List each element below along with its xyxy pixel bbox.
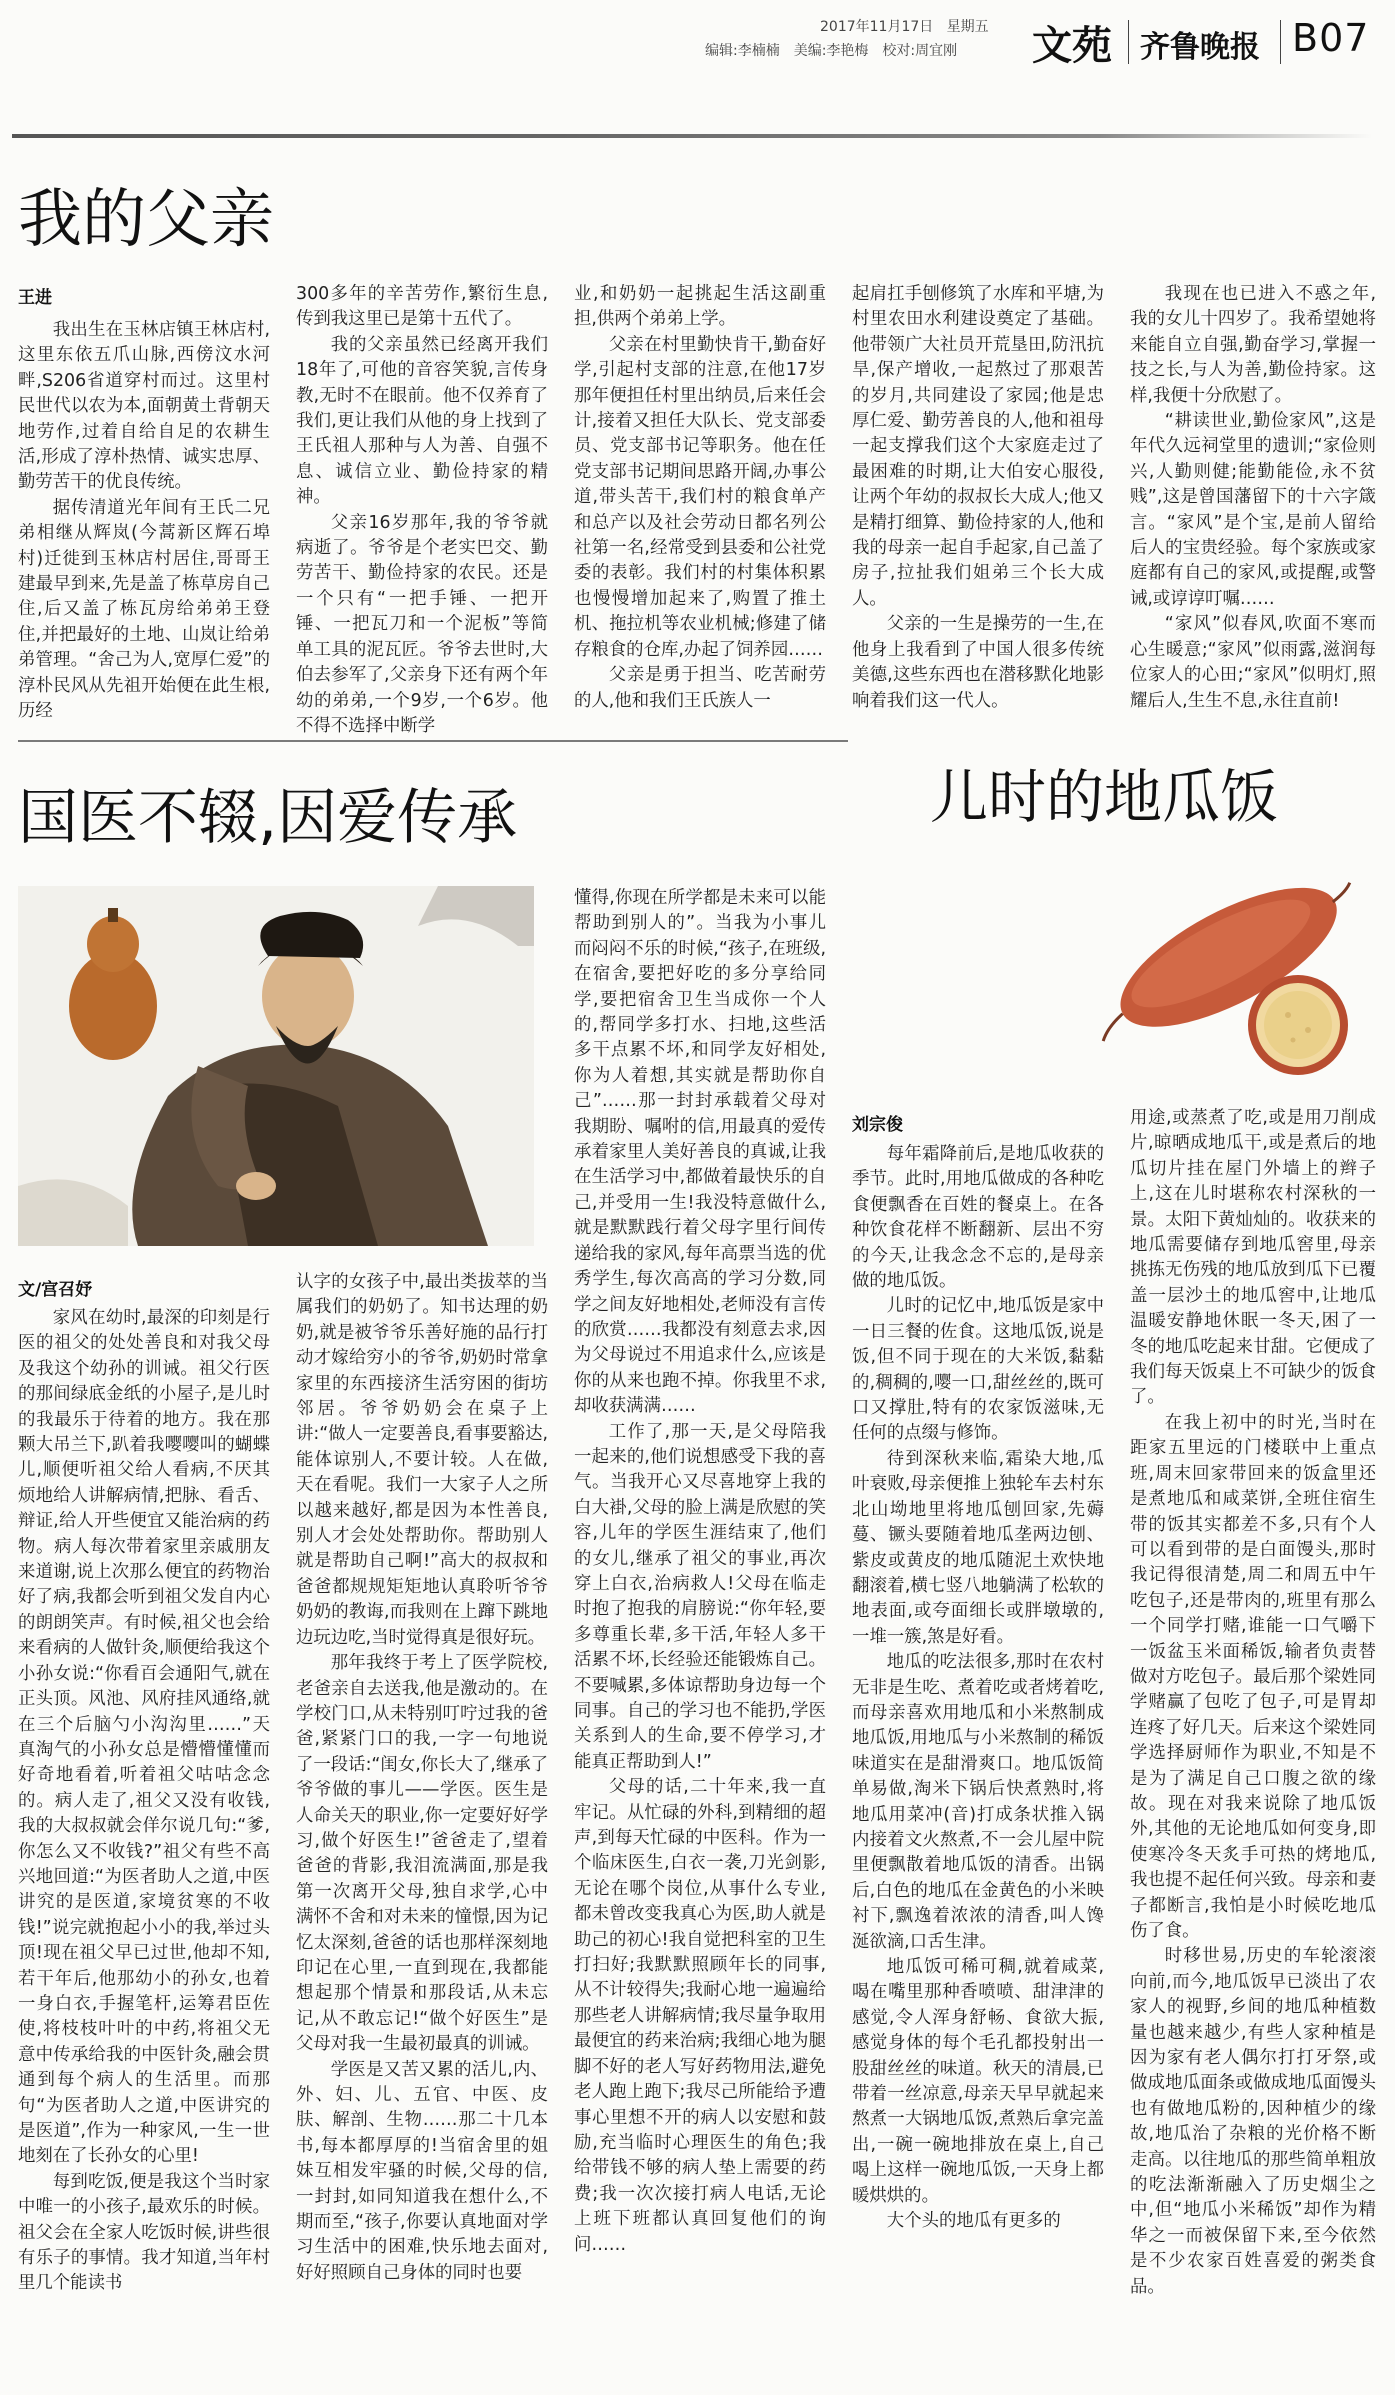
article2-col3	[574, 886, 826, 2381]
paragraph: “耕读世业,勤俭家风”,这是年代久远祠堂里的遗训;“家俭则兴,人勤则健;能勤能俭,永不贫贱”,这是曾国藩留下的十六字箴言。“家风”是个宝,是前人留给后人的宝贵经验。每个家族或家庭都有自己的家风,或提醒,或警诫,或谆谆叮嘱……	[1130, 411, 1376, 609]
paragraph: 工作了,那一天,是父母陪我一起来的,他们说想感受下我的喜气。当我开心又尽喜地穿上我的白大褂,父母的脸上满是欣慰的笑容,儿年的学医生涯结束了,他们的女儿,继承了祖父的事业,再次穿上白衣,治病救人!父母在临走时抱了抱我的肩膀说:“你年轻,要多尊重长辈,多干活,年轻人多干活累不坏,长经验还能锻炼自己。不要喊累,多体谅帮助身边每一个同事。自己的学习也不能扔,学医关系到人的生命,要不停学习,才能真正帮助到人!”	[574, 1421, 826, 1772]
paragraph: 父母的话,二十年来,我一直牢记。从忙碌的外科,到精细的超声,到每天忙碌的中医科。作为一个临床医生,白衣一袭,刀光剑影,无论在哪个岗位,从事什么专业,都未曾改变我真心为医,助人就是助己的初心!我自觉把科室的卫生打扫好;我默默照顾年长的同事,从不计较得失;我耐心地一遍遍给那些老人讲解病情;我尽量争取用最便宜的药来治病;我细心地为腿脚不好的老人写好药物用法,避免老人跑上跑下;我尽己所能给予遭事心里想不开的病人以安慰和鼓励,充当临时心理医生的角色;我给带钱不够的病人垫上需要的药费;我一次次接打病人电话,无论上班下班都认真回复他们的询问……	[574, 1777, 826, 2255]
paragraph: 待到深秋来临,霜染大地,瓜叶衰败,母亲便推上独轮车去村东北山坳地里将地瓜刨回家,先薅蔓、镢头要随着地瓜垄两边刨、紫皮或黄皮的地瓜随泥土欢快地翻滚着,横七竖八地躺满了松软的地表面,或夸面细长或胖墩墩的,一堆一簇,煞是好看。	[852, 1448, 1104, 1647]
issue-date	[820, 16, 989, 36]
paragraph: 学医是又苦又累的活儿,内、外、妇、儿、五官、中医、皮肤、解剖、生物……那二十几本书,每本都厚厚的!当宿舍里的姐妹互相发牢骚的时候,父母的信,一封封,如同知道我在想什么,不期而至,“孩子,你要认真地面对学习生活中的困难,快乐地去面对,好好照顾自己身体的同时也要	[296, 2059, 548, 2283]
paragraph: 在我上初中的时光,当时在距家五里远的门楼联中上重点班,周末回家带回来的饭盒里还是煮地瓜和咸菜饼,全班住宿生带的饭其实都差不多,只有个人可以看到带的是白面馒头,那时我记得很清楚,周二和周五中午吃包子,还是带肉的,班里有那么一个同学打赌,谁能一口气嚼下一饭盆玉米面稀饭,输者负责替做对方吃包子。最后那个梁姓同学赌赢了包吃了包子,可是胃却连疼了好几天。后来这个梁姓同学选择厨师作为职业,不知是不是为了满足自己口腹之欲的缘故。现在对我来说除了地瓜饭外,其他的无论地瓜如何变身,即使寒冷冬天炙手可热的烤地瓜,我也提不起任何兴致。母亲和妻子都断言,我怕是小时候吃地瓜伤了食。	[1130, 1412, 1376, 1941]
paragraph: 时移世易,历史的车轮滚滚向前,而今,地瓜饭早已淡出了农家人的视野,乡间的地瓜种植数量也越来越少,有些人家种植是因为家有老人偶尔打打牙祭,或做成地瓜面条或做成地瓜面馒头也有做地瓜粉的,因种植少的缘故,地瓜治了杂粮的光价格不断走高。以往地瓜的那些简单粗放的吃法渐渐融入了历史烟尘之中,但“地瓜小米稀饭”却作为精华之一而被保留下来,至今依然是不少农家百姓喜爱的粥类食品。	[1130, 1946, 1376, 2297]
paragraph: 懂得,你现在所学都是未来可以能帮助到别人的”。当我为小事儿而闷闷不乐的时候,“孩子,在班级,在宿舍,要把好吃的多分享给同学,要把宿舍卫生当成你一个人的,帮同学多打水、扫地,这些活多干点累不坏,和同学友好相处,你为人着想,其实就是帮助你自己”……那一封封承载着父母对我期盼、嘱咐的信,用最真的爱传承着家里人美好善良的真诚,让我在生活学习中,都做着最快乐的自己,并受用一生!我没特意做什么,就是默默践行着父母字里行间传递给我的家风,每年高票当选的优秀学生,每次高高的学习分数,同学之间友好地相处,老师没有言传的欣赏……我都没有刻意去求,因为父母说过不用追求什么,应该是你的从来也跑不掉。你我里不求,却收获满满……	[574, 888, 826, 1417]
header-divider	[1128, 20, 1129, 64]
page-number: B07	[1292, 16, 1370, 60]
paragraph: 业,和奶奶一起挑起生活这副重担,供两个弟弟上学。	[574, 284, 826, 330]
paragraph: 父亲在村里勤快肯干,勤奋好学,引起村支部的注意,在他17岁那年便担任村里出纳员,后来任会计,接着又担任大队长、党支部委员、党支部书记等职务。他在任党支部书记期间思路开阔,办事公道,带头苦干,我们村的粮食单产和总产以及社会劳动日都名列公社第一名,经常受到县委和公社党委的表彰。我们村的村集体积累也慢慢增加起来了,购置了推土机、拖拉机等农业机械;修建了储存粮食的仓库,办起了饲养园……	[574, 334, 826, 660]
article2-col2	[296, 1270, 548, 2380]
editors-line: 编辑:李楠楠 美编:李艳梅 校对:周宜刚	[705, 43, 958, 59]
article1-col1	[18, 318, 270, 722]
paragraph: 我出生在玉林店镇王林店村,这里东依五爪山脉,西傍汶水河畔,S206省道穿村而过。这里村民世代以农为本,面朝黄土背朝天地劳作,过着自给自足的农耕生活,形成了淳朴热情、诚实忠厚、勤劳苦干的优良传统。	[18, 320, 270, 493]
article1-col4	[852, 282, 1104, 722]
article3-col2	[1130, 1106, 1376, 2381]
article3-author: 刘宗俊	[852, 1115, 903, 1135]
paragraph: 起肩扛手刨修筑了水库和平塘,为村里农田水利建设奠定了基础。他带领广大社员开荒垦田,防汛抗旱,保产增收,一起熬过了那艰苦的岁月,共同建设了家园;他是忠厚仁爱、勤劳善良的人,他和祖母一起支撑我们这个大家庭走过了最困难的时期,让大伯安心服役,让两个年幼的叔叔长大成人;他又是精打细算、勤俭持家的人,他和我的母亲一起自手起家,自己盖了房子,拉扯我们姐弟三个长大成人。	[852, 284, 1104, 609]
article1-author: 王进	[18, 288, 52, 308]
sweet-potato-illustration	[1088, 860, 1378, 1090]
article2-title: 国医不辍,因爱传承	[18, 783, 518, 853]
paragraph: 我的父亲虽然已经离开我们18年了,可他的音容笑貌,言传身教,无时不在眼前。他不仅养育了我们,更让我们从他的身上找到了王氏祖人那种与人为善、自强不息、诚信立业、勤俭持家的精神。	[296, 334, 548, 508]
section-name: 文苑	[1032, 23, 1112, 69]
article1-title: 我的父亲	[18, 183, 274, 257]
paragraph: 地瓜饭可稀可稠,就着咸菜,喝在嘴里那种香喷喷、甜津津的感觉,令人浑身舒畅、食欲大振,感觉身体的每个毛孔都投射出一股甜丝丝的味道。秋天的清晨,已带着一丝凉意,母亲天早早就起来熬煮一大锅地瓜饭,煮熟后拿完盖出,一碗一碗地排放在桌上,自己喝上这样一碗地瓜饭,一天身上都暖烘烘的。	[852, 1957, 1104, 2206]
date: 2017年11月17日	[820, 19, 934, 35]
paragraph: 父亲的一生是操劳的一生,在他身上我看到了中国人很多传统美德,这些东西也在潜移默化地影响着我们这一代人。	[852, 614, 1104, 711]
article2-author: 文/宫召妤	[18, 1280, 93, 1300]
paragraph: 大个头的地瓜有更多的	[886, 2211, 1061, 2232]
sweet-potato-icon	[1088, 860, 1378, 1090]
paragraph: 我现在也已进入不惑之年,我的女儿十四岁了。我希望她将来能自立自强,勤奋学习,掌握一技之长,与人为善,勤俭持家。这样,我便十分欣慰了。	[1130, 284, 1376, 406]
paragraph: 父亲16岁那年,我的爷爷就病逝了。爷爷是个老实巴交、勤劳苦干、勤俭持家的农民。还是一个只有“一把手锤、一把开锤、一把瓦刀和一个泥板”等简单工具的泥瓦匠。爷爷去世时,大伯去参军了,父亲身下还有两个年幼的弟弟,一个9岁,一个6岁。他不得不选择中断学	[296, 512, 548, 736]
paragraph: 儿时的记忆中,地瓜饭是家中一日三餐的佐食。这地瓜饭,说是饭,但不同于现在的大米饭,黏黏的,稠稠的,嘤一口,甜丝丝的,既可口又撑肚,特有的农家饭滋味,无任何的点缀与修饰。	[852, 1296, 1104, 1444]
doctor-illustration	[18, 886, 534, 1246]
article1-col5	[1130, 282, 1376, 722]
paragraph: 每到吃饭,便是我这个当时家中唯一的小孩子,最欢乐的时候。祖父会在全家人吃饭时候,讲些很有乐子的事情。我才知道,当年村里几个能读书	[18, 2171, 270, 2294]
section-divider	[18, 740, 848, 742]
article3-col1	[852, 1142, 1104, 2382]
paragraph: 每年霜降前后,是地瓜收获的季节。此时,用地瓜做成的各种吃食便飘香在百姓的餐桌上。在各种饮食花样不断翻新、层出不穷的今天,让我念念不忘的,是母亲做的地瓜饭。	[852, 1144, 1104, 1292]
paragraph: 家风在幼时,最深的印刻是行医的祖父的处处善良和对我父母及我这个幼孙的训诫。祖父行医的那间绿底金纸的小屋子,是儿时的我最乐于待着的地方。我在那颗大吊兰下,趴着我嘤嘤叫的蝴蝶儿,顺便听祖父给人看病,不厌其烦地给人讲解病情,把脉、看舌、辩证,给人开些便宜又能治病的药物。病人每次带着家里亲戚朋友来道谢,说上次那么便宜的药物治好了病,我都会听到祖父发自内心的朗朗笑声。有时候,祖父也会给来看病的人做针灸,顺便给我这个小孙女说:“你看百会通阳气,就在正头顶。风池、风府挂风通络,就在三个后脑勺小沟沟里……”天真淘气的小孙女总是懵懵懂懂而好奇地看着,听着祖父咕咕念念的。病人走了,祖父又没有收钱,我的大叔叔就会佯尔说几句:“爹,你怎么又不收钱?”祖父有些不高兴地回道:“为医者助人之道,中医讲究的是医道,家境贫寒的不收钱!”说完就抱起小小的我,举过头顶!现在祖父早已过世,他却不知,若干年后,他那幼小的孙女,也着一身白衣,手握笔杆,运筹君臣佐使,将枝枝叶叶的中药,将祖父无意中传承给我的中医针灸,融会贯通到每个病人的生活里。而那句“为医者助人之道,中医讲究的是医道”,作为一种家风,一生一世地刻在了长孙女的心里!	[18, 1308, 270, 2167]
paragraph: 那年我终于考上了医学院校,老爸亲自去送我,他是激动的。在学校门口,从未特别叮咛过我的爸爸,紧紧门口的我,一字一句地说了一段话:“闺女,你长大了,继承了爷爷做的事儿——学医。医生是人命关天的职业,你一定要好好学习,做个好医生!”爸爸走了,望着爸爸的背影,我泪流满面,那是我第一次离开父母,独自求学,心中满怀不舍和对未来的憧憬,因为记忆太深刻,爸爸的话也那样深刻地印记在心里,一直到现在,我都能想起那个情景和那段话,从未忘记,从不敢忘记!“做个好医生”是父母对我一生最初最真的训诫。	[296, 1653, 549, 2055]
article1-col2	[296, 282, 548, 736]
paragraph: 300多年的辛苦劳作,繁衍生息,传到我这里已是第十五代了。	[296, 284, 548, 330]
paragraph: 认字的女孩子中,最出类拔萃的当属我们的奶奶了。知书达理的奶奶,就是被爷爷乐善好施的品行打动才嫁给穷小的爷爷,奶奶时常拿家里的东西接济生活穷困的街坊邻居。爷爷奶奶会在桌子上讲:“做人一定要善良,看事要豁达,能体谅别人,不要计较。人在做,天在看呢。我们一大家子人之所以越来越好,都是因为本性善良,别人才会处处帮助你。帮助别人就是帮助自己啊!”高大的叔叔和爸爸都规规矩矩地认真聆听爷爷奶奶的教诲,而我则在上蹿下跳地边玩边吃,当时觉得真是很好玩。	[296, 1272, 549, 1648]
weekday: 星期五	[946, 19, 989, 35]
article1-col3	[574, 282, 826, 722]
article3-title: 儿时的地瓜饭	[930, 763, 1279, 831]
paragraph: “家风”似春风,吹面不寒而心生暖意;“家风”似雨露,滋润每位家人的心田;“家风”似明灯,照耀后人,生生不息,永往直前!	[1130, 614, 1376, 711]
ink-painting-doctor-icon	[18, 886, 534, 1246]
paragraph: 地瓜的吃法很多,那时在农村无非是生吃、煮着吃或者烤着吃,而母亲喜欢用地瓜和小米熬制成地瓜饭,用地瓜与小米熬制的稀饭味道实在是甜滑爽口。地瓜饭简单易做,淘米下锅后快煮熟时,将地瓜用菜冲(音)打成条状推入锅内接着文火熬煮,不一会儿屋中院里便飘散着地瓜饭的清香。出锅后,白色的地瓜在金黄色的小米映衬下,飘逸着浓浓的清香,叫人馋涎欲滴,口舌生津。	[852, 1652, 1104, 1952]
header-brush-rule	[12, 134, 1372, 138]
paragraph: 父亲是勇于担当、吃苦耐劳的人,他和我们王氏族人一	[574, 665, 826, 711]
paragraph: 用途,或蒸煮了吃,或是用刀削成片,晾晒成地瓜干,或是煮后的地瓜切片挂在屋门外墙上的辫子上,这在儿时堪称农村深秋的一景。太阳下黄灿灿的。收获来的地瓜需要储存到地瓜窖里,母亲挑拣无伤残的地瓜放到瓜下已覆盖一层沙土的地瓜窖中,让地瓜温暖安静地休眠一冬天,困了一冬的地瓜吃起来甘甜。它便成了我们每天饭桌上不可缺少的饭食了。	[1130, 1108, 1376, 1408]
article2-col1	[18, 1306, 270, 2381]
newspaper-logo: 齐鲁晚报	[1140, 30, 1260, 65]
header-divider-2	[1280, 20, 1281, 64]
paragraph: 据传清道光年间有王氏二兄弟相继从辉岚(今蒿新区辉石埠村)迁徙到玉林店村居住,哥哥王建最早到来,先是盖了栋草房自己住,后又盖了栋瓦房给弟弟王登住,并把最好的土地、山岚让给弟弟管理。“舍己为人,宽厚仁爱”的淳朴民风从先祖开始便在此生根,历经	[18, 497, 270, 722]
